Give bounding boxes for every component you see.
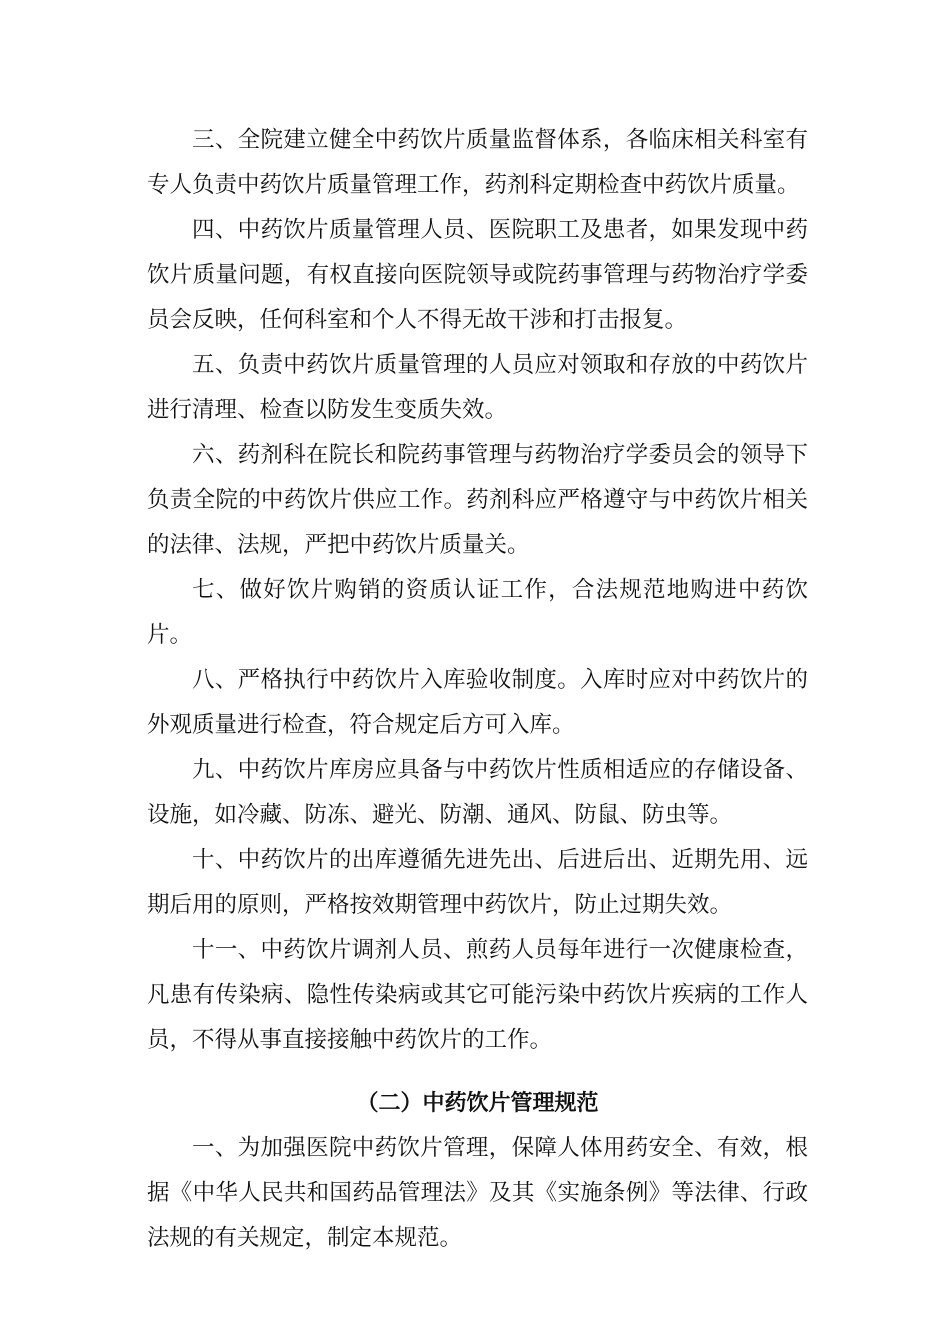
section-heading: （二）中药饮片管理规范 <box>356 1090 599 1116</box>
paragraph-section2-article-1: 一、为加强医院中药饮片管理，保障人体用药安全、有效，根据《中华人民共和国药品管理法》及其《实施条例》等法律、行政法规的有关规定，制定本规范。 <box>147 1135 808 1251</box>
paragraph-article-9: 九、中药饮片库房应具备与中药饮片性质相适应的存储设备、设施，如冷藏、防冻、避光、防潮、通风、防鼠、防虫等。 <box>147 757 808 828</box>
paragraph-article-6: 六、药剂科在院长和院药事管理与药物治疗学委员会的领导下负责全院的中药饮片供应工作。药剂科应严格遵守与中药饮片相关的法律、法规，严把中药饮片质量关。 <box>147 442 808 558</box>
paragraph-article-8: 八、严格执行中药饮片入库验收制度。入库时应对中药饮片的外观质量进行检查，符合规定后方可入库。 <box>147 667 808 738</box>
paragraph-article-4: 四、中药饮片质量管理人员、医院职工及患者，如果发现中药饮片质量问题，有权直接向医院领导或院药事管理与药物治疗学委员会反映，任何科室和个人不得无故干涉和打击报复。 <box>147 217 808 333</box>
paragraph-article-5: 五、负责中药饮片质量管理的人员应对领取和存放的中药饮片进行清理、检查以防发生变质失效。 <box>147 352 808 423</box>
paragraph-article-10: 十、中药饮片的出库遵循先进先出、后进后出、近期先用、远期后用的原则，严格按效期管理中药饮片，防止过期失效。 <box>147 847 808 918</box>
paragraph-article-11: 十一、中药饮片调剂人员、煎药人员每年进行一次健康检查，凡患有传染病、隐性传染病或其它可能污染中药饮片疾病的工作人员，不得从事直接接触中药饮片的工作。 <box>147 937 808 1053</box>
paragraph-article-7: 七、做好饮片购销的资质认证工作，合法规范地购进中药饮片。 <box>147 577 808 648</box>
paragraph-article-3: 三、全院建立健全中药饮片质量监督体系，各临床相关科室有专人负责中药饮片质量管理工作，药剂科定期检查中药饮片质量。 <box>147 127 808 198</box>
document-body <box>147 118 808 1261</box>
